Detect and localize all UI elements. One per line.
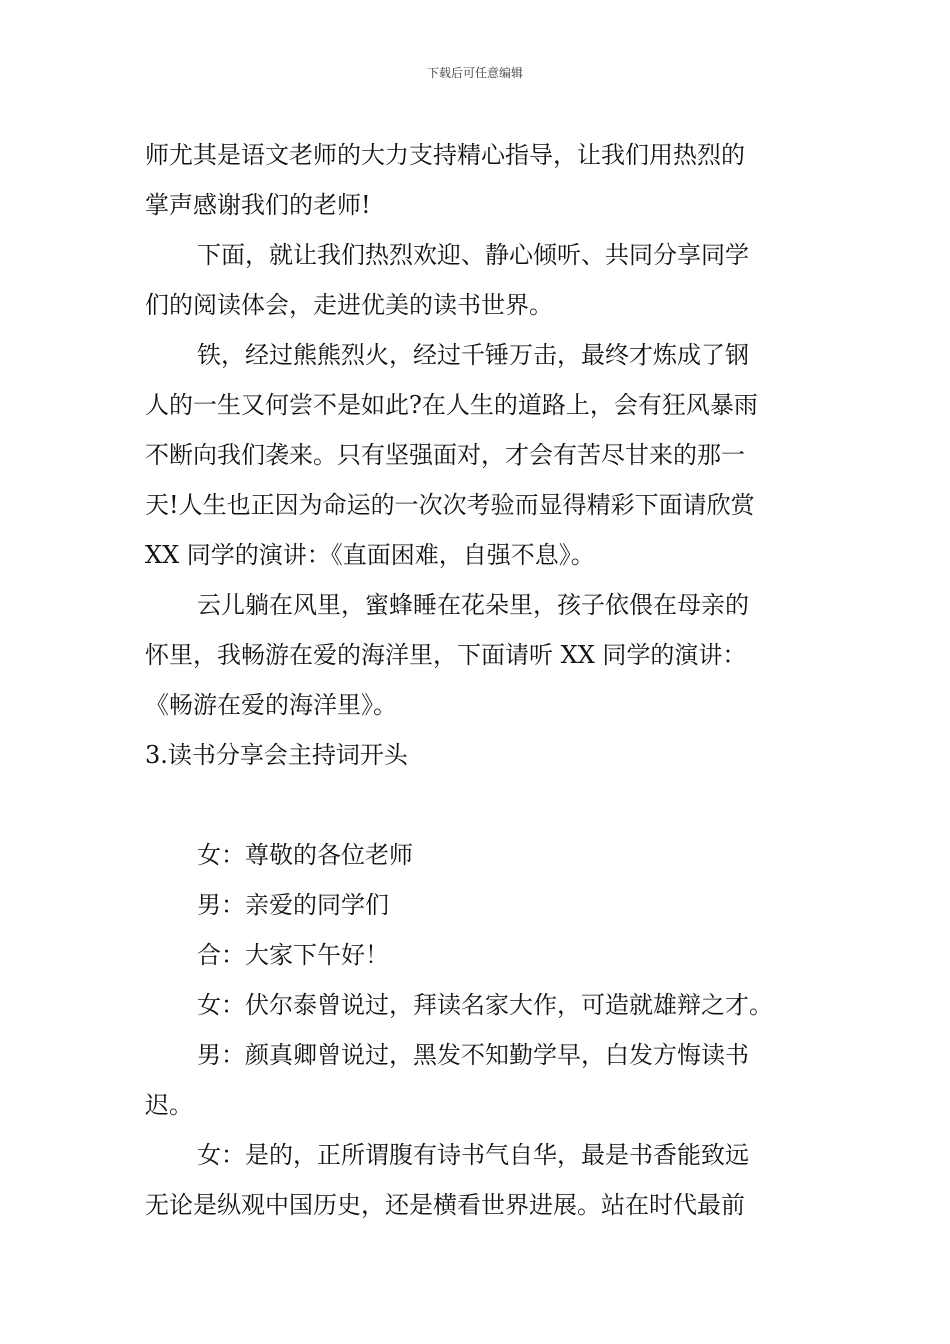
text-line: 女：是的，正所谓腹有诗书气自华，最是书香能致远	[197, 1141, 749, 1169]
text-line: 迟。	[145, 1091, 193, 1119]
paragraph-2	[145, 230, 809, 330]
text-line: 云儿躺在风里，蜜蜂睡在花朵里，孩子依偎在母亲的	[197, 591, 749, 619]
paragraph-4	[145, 580, 809, 730]
text-line: 掌声感谢我们的老师!	[145, 191, 371, 219]
text-line: 下面，就让我们热烈欢迎、静心倾听、共同分享同学	[197, 241, 749, 269]
text-line: 人的一生又何尝不是如此?在人生的道路上，会有狂风暴雨	[145, 391, 758, 419]
text-line: 女：尊敬的各位老师	[197, 841, 413, 869]
text-line: 们的阅读体会，走进优美的读书世界。	[145, 291, 553, 319]
text-line: 男：颜真卿曾说过，黑发不知勤学早，白发方悔读书	[197, 1041, 749, 1069]
dialogue-line-3	[145, 930, 809, 980]
blank-line	[145, 780, 809, 830]
text-line: 怀里，我畅游在爱的海洋里，下面请听 XX 同学的演讲：	[145, 641, 747, 669]
paragraph-1	[145, 130, 809, 230]
dialogue-line-5	[145, 1030, 809, 1130]
text-line: XX 同学的演讲：《直面困难，自强不息》。	[145, 541, 595, 569]
dialogue-line-1	[145, 830, 809, 880]
text-line: 天!人生也正因为命运的一次次考验而显得精彩下面请欣赏	[145, 491, 755, 519]
dialogue-line-4	[145, 980, 809, 1030]
text-line: 女：伏尔泰曾说过，拜读名家大作，可造就雄辩之才。	[197, 991, 773, 1019]
text-line: 师尤其是语文老师的大力支持精心指导，让我们用热烈的	[145, 141, 745, 169]
paragraph-3	[145, 330, 809, 580]
text-line: 无论是纵观中国历史，还是横看世界进展。站在时代最前	[145, 1191, 745, 1219]
dialogue-line-6	[145, 1130, 809, 1230]
text-line: 合：大家下午好！	[197, 941, 389, 969]
text-line: 铁，经过熊熊烈火，经过千锤万击，最终才炼成了钢	[197, 341, 749, 369]
text-line: 《畅游在爱的海洋里》。	[145, 691, 397, 719]
text-line: 男：亲爱的同学们	[197, 891, 389, 919]
document-body	[145, 130, 809, 1230]
page-header: 下载后可任意编辑	[426, 66, 523, 80]
section-heading: 3.读书分享会主持词开头	[145, 741, 408, 769]
text-line: 不断向我们袭来。只有坚强面对，才会有苦尽甘来的那一	[145, 441, 745, 469]
dialogue-line-2	[145, 880, 809, 930]
